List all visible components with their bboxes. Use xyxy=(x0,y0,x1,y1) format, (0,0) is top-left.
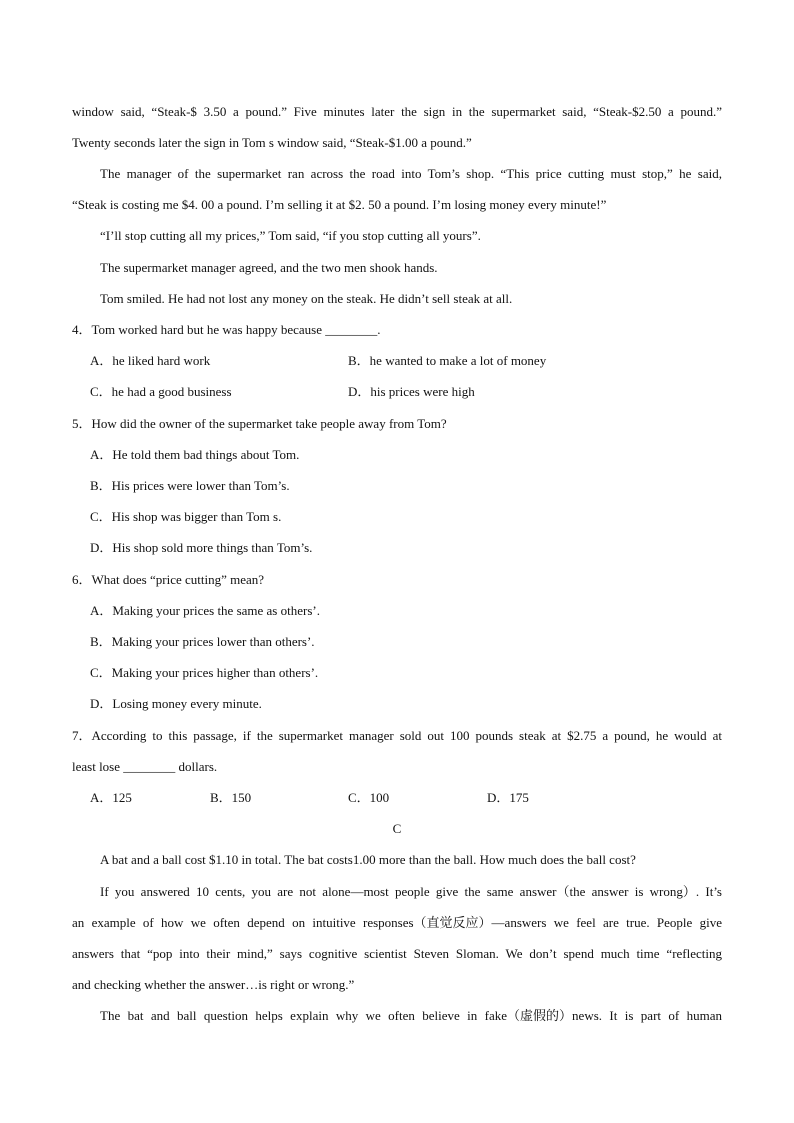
question-7-option-d: D．175 xyxy=(487,790,529,805)
question-7-option-b: B．150 xyxy=(210,790,252,805)
section-c-text: an example of how we often depend on intuitive responses（直觉反应）—answers we feel are true. People give xyxy=(72,915,722,930)
question-7-option-a: A．125 xyxy=(90,790,132,805)
passage-b-paragraph-1-line-1 xyxy=(72,102,722,122)
section-c-heading: C xyxy=(392,821,402,836)
question-5-option-c: C．His shop was bigger than Tom s. xyxy=(90,509,282,524)
question-4-option-c: C．he had a good business xyxy=(90,384,232,399)
question-4-option-b: B．he wanted to make a lot of money xyxy=(348,353,547,368)
section-c-text: The bat and ball question helps explain why we often believe in fake（虚假的）news. It is part of human xyxy=(100,1008,722,1023)
question-6-option-a: A．Making your prices the same as others’. xyxy=(90,603,320,618)
passage-b-paragraph-3: “I’ll stop cutting all my prices,” Tom said, “if you stop cutting all yours”. xyxy=(100,228,481,243)
section-c-text: If you answered 10 cents, you are not alone—most people give the same answer（the answer is wrong）. It’s xyxy=(100,884,722,899)
question-7-stem-line-1 xyxy=(72,726,722,746)
question-6-stem: 6．What does “price cutting” mean? xyxy=(72,572,265,587)
passage-b-paragraph-1-line-2: Twenty seconds later the sign in Tom s window said, “Steak-$1.00 a pound.” xyxy=(72,135,472,150)
question-4-stem: 4．Tom worked hard but he was happy because ________. xyxy=(72,322,381,337)
passage-b-text: window said, “Steak-$ 3.50 a pound.” Five minutes later the sign in the supermarket said, “Steak-$2.50 a pound.” xyxy=(72,104,722,119)
section-c-paragraph-2-line-3 xyxy=(72,944,722,964)
passage-b-text: The manager of the supermarket ran across the road into Tom’s shop. “This price cutting must stop,” he said, xyxy=(100,166,722,181)
question-5-option-d: D．His shop sold more things than Tom’s. xyxy=(90,540,313,555)
section-c-paragraph-2-line-1 xyxy=(100,882,722,902)
question-5-option-b: B．His prices were lower than Tom’s. xyxy=(90,478,290,493)
question-4-option-a: A．he liked hard work xyxy=(90,353,211,368)
section-c-paragraph-3-line-1 xyxy=(100,1006,722,1026)
question-7-option-c: C．100 xyxy=(348,790,390,805)
question-5-stem: 5．How did the owner of the supermarket take people away from Tom? xyxy=(72,416,447,431)
section-c-paragraph-2-line-2 xyxy=(72,913,722,933)
passage-b-paragraph-4: The supermarket manager agreed, and the two men shook hands. xyxy=(100,260,438,275)
question-6-option-c: C．Making your prices higher than others’. xyxy=(90,665,319,680)
section-c-text: answers that “pop into their mind,” says cognitive scientist Steven Sloman. We don’t spend much time “reflecting xyxy=(72,946,722,961)
section-c-paragraph-1: A bat and a ball cost $1.10 in total. The bat costs1.00 more than the ball. How much does the ball cost? xyxy=(100,852,636,867)
passage-b-paragraph-5: Tom smiled. He had not lost any money on the steak. He didn’t sell steak at all. xyxy=(100,291,513,306)
question-6-option-d: D．Losing money every minute. xyxy=(90,696,262,711)
passage-b-paragraph-2-line-2: “Steak is costing me $4. 00 a pound. I’m selling it at $2. 50 a pound. I’m losing money every minute!” xyxy=(72,197,607,212)
question-4-option-d: D．his prices were high xyxy=(348,384,475,399)
question-7-stem-line-2: least lose ________ dollars. xyxy=(72,759,218,774)
section-c-paragraph-2-line-4: and checking whether the answer…is right or wrong.” xyxy=(72,977,355,992)
question-7-stem-text: 7．According to this passage, if the supermarket manager sold out 100 pounds steak at $2.75 a pound, he would at xyxy=(72,728,722,743)
question-6-option-b: B．Making your prices lower than others’. xyxy=(90,634,315,649)
passage-b-paragraph-2-line-1 xyxy=(100,164,722,184)
question-5-option-a: A．He told them bad things about Tom. xyxy=(90,447,300,462)
